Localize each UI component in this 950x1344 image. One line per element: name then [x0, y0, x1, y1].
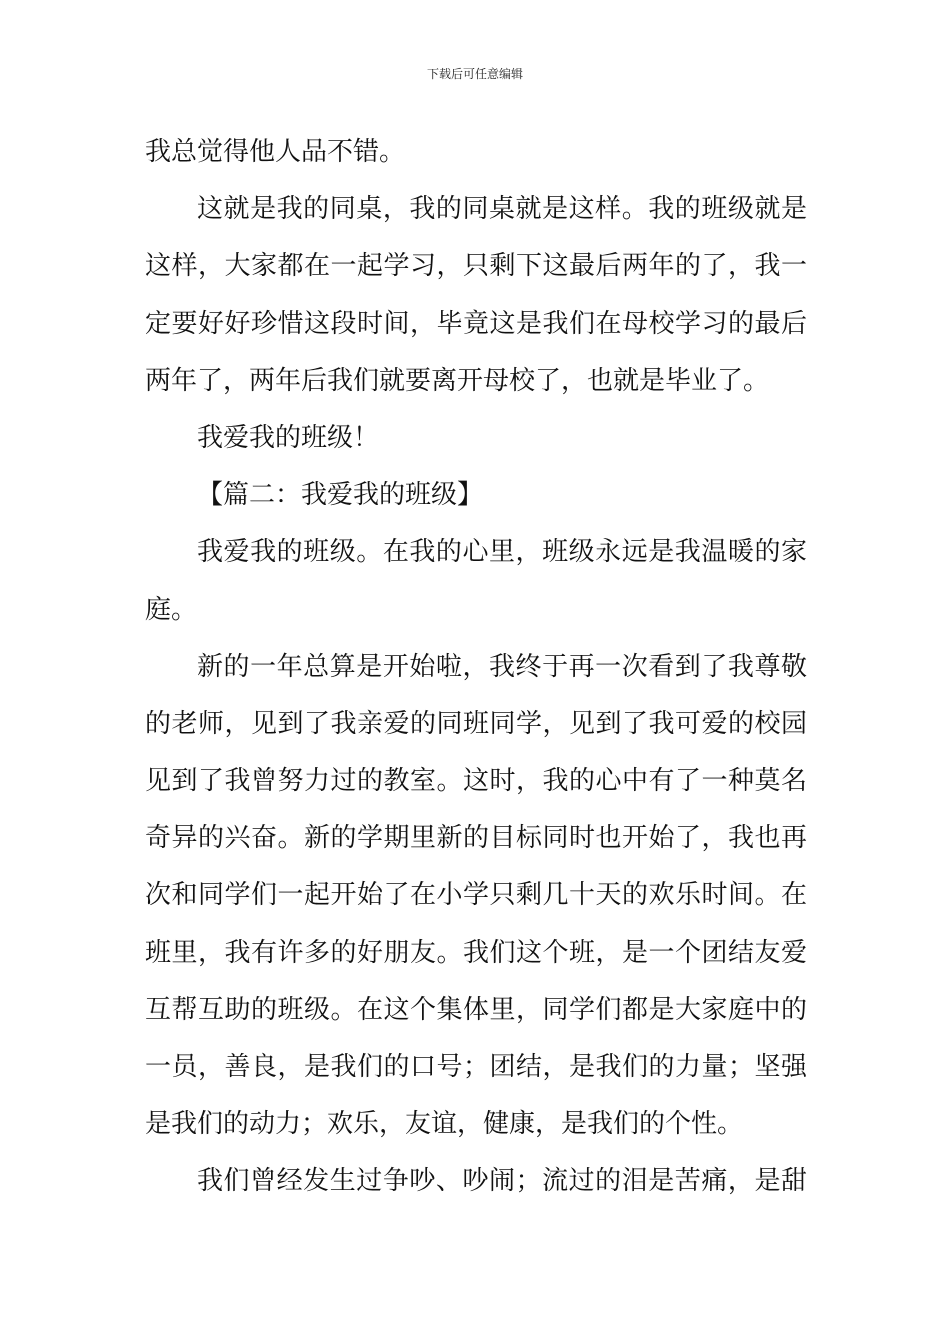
text-line: 两年了，两年后我们就要离开母校了，也就是毕业了。	[145, 365, 770, 396]
text-line: 互帮互助的班级。在这个集体里，同学们都是大家庭中的	[145, 994, 807, 1025]
text-line: 庭。	[145, 594, 198, 625]
text-line: 次和同学们一起开始了在小学只剩几十天的欢乐时间。在	[145, 880, 807, 911]
text-line: 的老师，见到了我亲爱的同班同学，见到了我可爱的校园	[145, 708, 807, 739]
text-line: 一员，善良，是我们的口号；团结，是我们的力量；坚强	[145, 1052, 807, 1082]
text-line: 定要好好珍惜这段时间，毕竟这是我们在母校学习的最后	[145, 308, 807, 339]
text-line: 是我们的动力；欢乐，友谊，健康，是我们的个性。	[145, 1109, 744, 1140]
text-line: 我爱我的班级。在我的心里，班级永远是我温暖的家	[197, 537, 807, 568]
text-line: 这就是我的同桌，我的同桌就是这样。我的班级就是	[197, 194, 807, 225]
text-line: 我总觉得他人品不错。	[145, 137, 406, 167]
text-line: 这样，大家都在一起学习，只剩下这最后两年的了，我一	[145, 251, 807, 282]
page-header: 下载后可任意编辑	[426, 67, 523, 81]
text-line: 【篇二：我爱我的班级】	[197, 480, 484, 511]
text-line: 新的一年总算是开始啦，我终于再一次看到了我尊敬	[197, 651, 807, 682]
text-line: 我们曾经发生过争吵、吵闹；流过的泪是苦痛，是甜	[197, 1166, 807, 1197]
text-line: 我爱我的班级！	[197, 422, 380, 453]
text-line: 见到了我曾努力过的教室。这时，我的心中有了一种莫名	[145, 766, 807, 797]
body-text	[145, 124, 807, 1211]
text-line: 班里，我有许多的好朋友。我们这个班，是一个团结友爱	[145, 937, 807, 968]
text-line: 奇异的兴奋。新的学期里新的目标同时也开始了，我也再	[145, 823, 807, 854]
